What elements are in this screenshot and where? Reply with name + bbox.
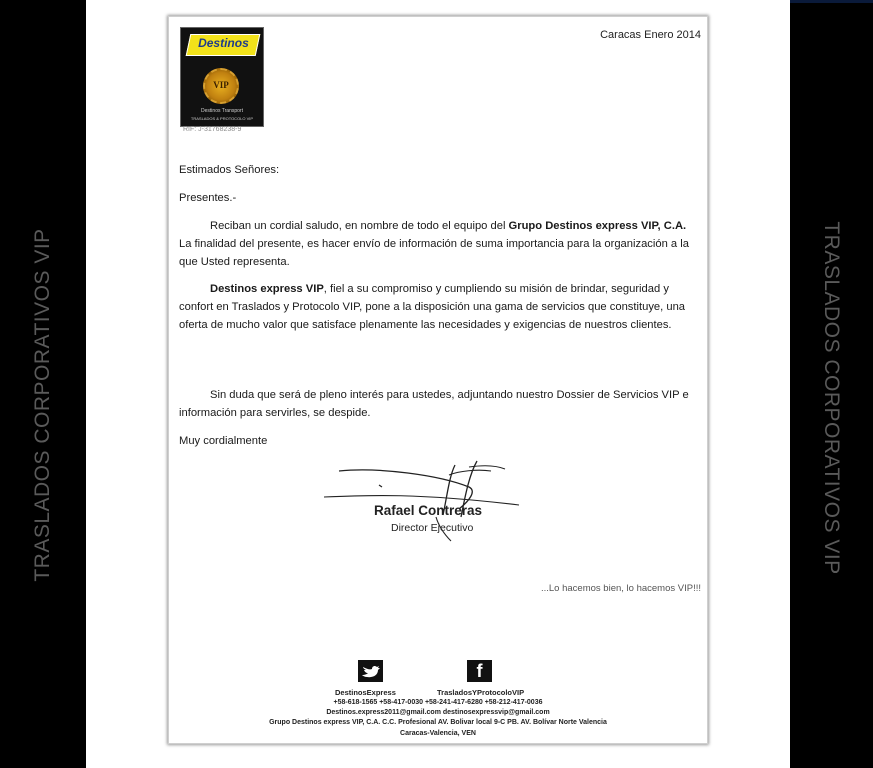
facebook-icon: f [467,660,492,682]
company-logo [180,27,264,127]
logo-brand-text: Destinos [198,36,249,50]
signer-title: Director Ejecutivo [391,522,474,534]
paragraph-intro-text-end: La finalidad del presente, es hacer envío de información de suma importancia para la organización a la que Usted representa. [179,238,689,268]
footer-city: Caracas-Valencia, VEN [400,730,476,737]
paragraph-mission [179,280,699,334]
logo-subtagline: TRASLADOS & PROTOCOLO VIP [190,116,254,121]
left-banner-text: TRASLADOS CORPORATIVOS VIP [31,228,54,582]
logo-tagline: Destinos Transport [201,108,243,114]
company-motto: ...Lo hacemos bien, lo hacemos VIP!!! [540,583,701,594]
logo-medal-text: VIP [213,80,229,90]
signer-name: Rafael Contreras [374,503,483,518]
right-banner-text: TRASLADOS CORPORATIVOS VIP [820,221,843,575]
paragraph-intro-text: Reciban un cordial saludo, en nombre de todo el equipo del [210,220,509,232]
right-banner-accent-line [790,0,873,3]
rif-number: RIF: J-31768238-9 [183,126,242,133]
footer-emails: Destinos.express2011@gmail.com destinosexpressvip@gmail.com [326,709,550,716]
twitter-handle: DestinosExpress [335,688,396,697]
paragraph-intro [179,217,699,271]
company-name-bold: Grupo Destinos express VIP, C.A. [508,220,687,232]
greeting-presentes: Presentes.- [179,192,237,204]
logo-brand-plate [186,34,261,56]
paragraph-closing-note: Sin duda que será de pleno interés para ustedes, adjuntando nuestro Dossier de Servicios VIP e información para servirles, se despide. [179,389,689,419]
facebook-handle: TrasladosYProtocoloVIP [437,688,525,697]
letter-page [168,16,708,744]
twitter-icon [358,660,383,682]
closing-phrase: Muy cordialmente [179,435,268,447]
brand-name-bold: Destinos express VIP [210,283,324,295]
right-side-banner [790,0,873,768]
letter-date: Caracas Enero 2014 [600,29,701,41]
paragraph-mission-text: , fiel a su compromiso y cumpliendo su misión de brindar, seguridad y confort en Traslados y Protocolo VIP, pone a la disposición una gama de servicios que constituye, una oferta de mucho valor que satisface plenamente las necesidades y exigencias de nuestros clientes. [179,283,686,331]
left-side-banner [0,0,86,768]
footer-phones: +58-618-1565 +58-417-0030 +58-241-417-6280 +58-212-417-0036 [333,699,543,706]
vip-medal-icon [203,68,239,104]
footer-address: Grupo Destinos express VIP, C.A. C.C. Profesional AV. Bolivar local 9-C PB. AV. Bolívar Norte Valencia [269,719,607,726]
greeting-salutation: Estimados Señores: [179,164,280,176]
